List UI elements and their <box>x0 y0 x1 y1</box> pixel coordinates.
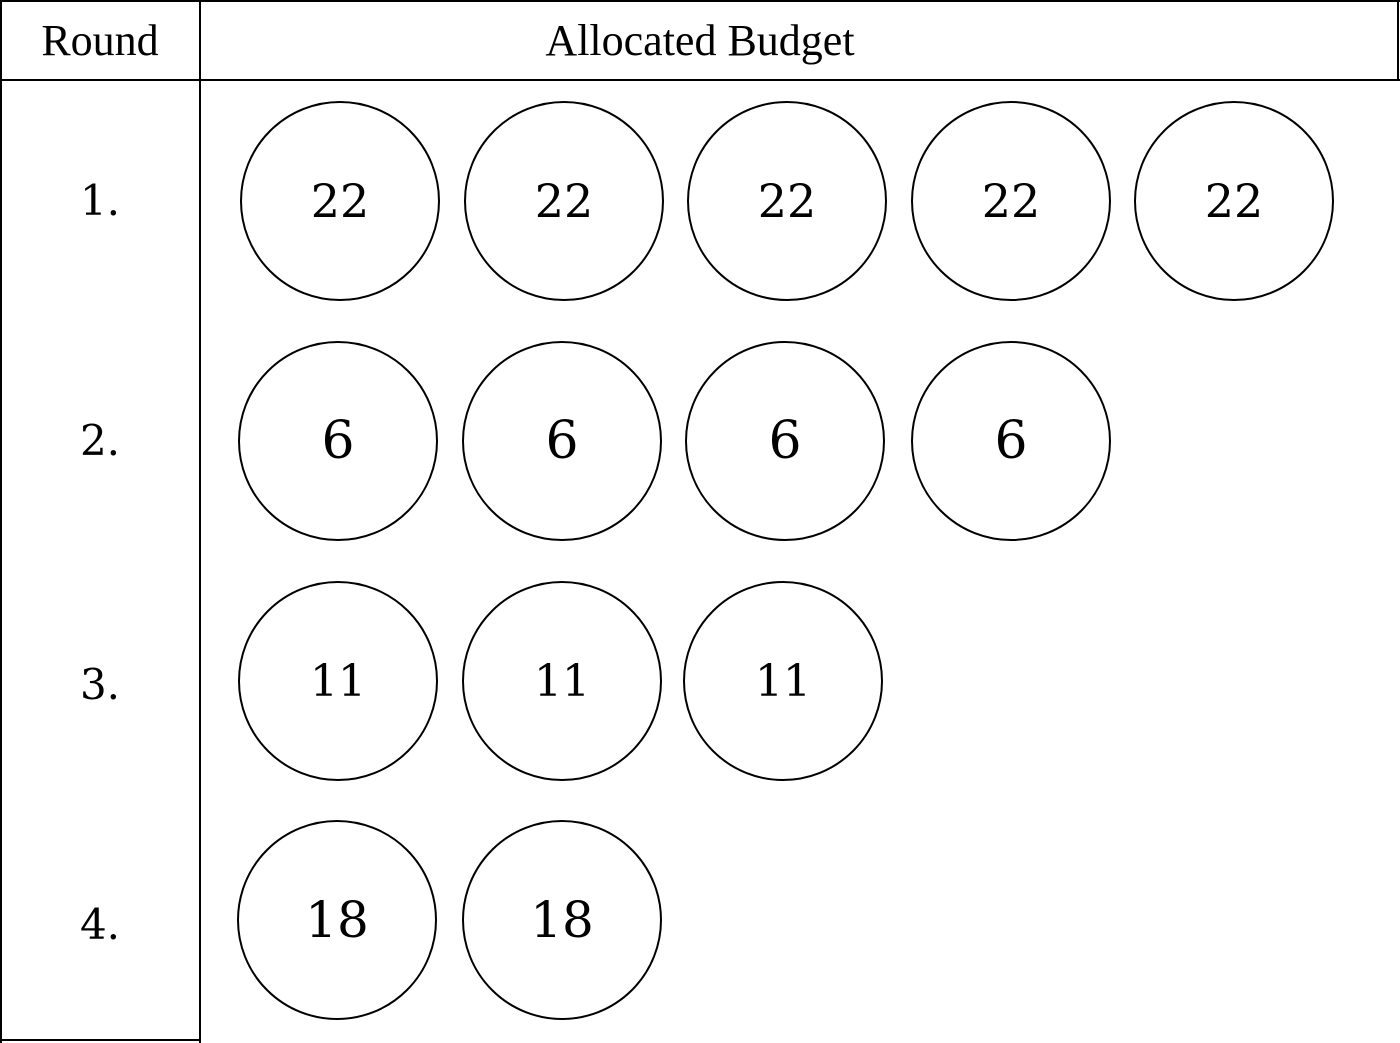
coin-round-3 <box>462 581 662 781</box>
round-column-divider <box>199 0 201 1043</box>
header-allocated-budget: Allocated Budget <box>545 16 855 65</box>
coin-round-1 <box>911 101 1111 301</box>
coin-value: 22 <box>757 174 817 228</box>
coin-value: 11 <box>534 655 590 707</box>
coin-round-2 <box>911 341 1111 541</box>
header-round: Round <box>41 16 159 65</box>
coin-value: 22 <box>981 174 1041 228</box>
coin-round-1 <box>240 101 440 301</box>
coin-round-1 <box>687 101 887 301</box>
round-label-3: 3. <box>79 660 121 709</box>
coin-round-2 <box>462 341 662 541</box>
coin-round-1 <box>464 101 664 301</box>
round-label-1: 1. <box>79 176 121 225</box>
round-label-4: 4. <box>79 900 121 949</box>
coin-round-4 <box>462 820 662 1020</box>
round-column-bottom-border <box>0 1039 201 1041</box>
coin-value: 18 <box>305 891 369 949</box>
coin-value: 6 <box>768 411 802 471</box>
coin-value: 11 <box>310 655 366 707</box>
coin-round-2 <box>238 341 438 541</box>
coin-value: 6 <box>994 411 1028 471</box>
coin-value: 18 <box>530 891 594 949</box>
coin-round-2 <box>685 341 885 541</box>
coin-value: 22 <box>310 174 370 228</box>
coin-value: 22 <box>1204 174 1264 228</box>
coin-value: 6 <box>545 411 579 471</box>
coin-value: 6 <box>321 411 355 471</box>
coin-value: 22 <box>534 174 594 228</box>
coin-round-3 <box>238 581 438 781</box>
round-label-2: 2. <box>79 416 121 465</box>
coin-round-3 <box>683 581 883 781</box>
table-right-border <box>1397 0 1399 81</box>
coin-value: 11 <box>755 655 811 707</box>
coin-round-1 <box>1134 101 1334 301</box>
coin-round-4 <box>237 820 437 1020</box>
